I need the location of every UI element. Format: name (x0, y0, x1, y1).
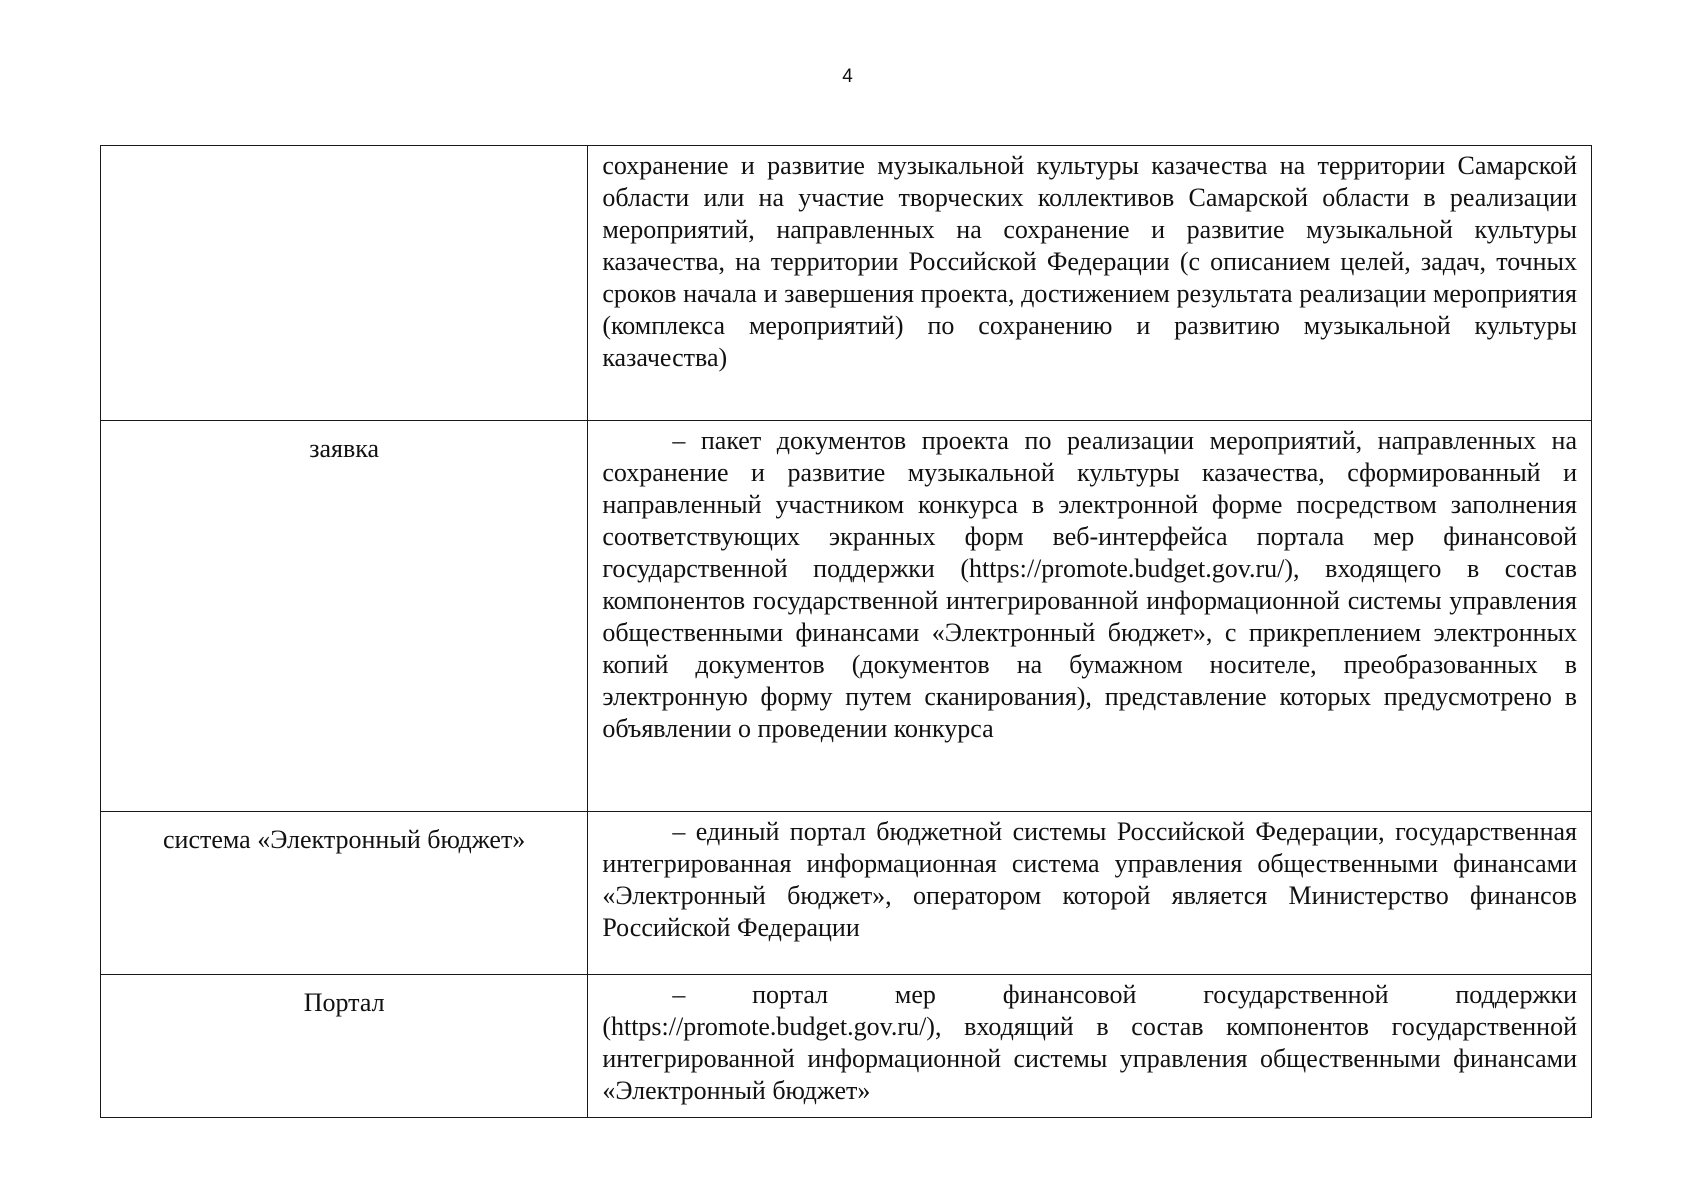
table-row (101, 421, 1592, 812)
table-row (101, 146, 1592, 421)
table-row (101, 812, 1592, 975)
definition-cell: – портал мер финансовой государственной поддержки (https://promote.budget.gov.ru/), входящий в состав компонентов государственной интегрированной информационной системы управления общественными финансами «Электронный бюджет» (588, 975, 1592, 1118)
definition-cell: – единый портал бюджетной системы Российской Федерации, государственная интегрированная информационная система управления общественными финансами «Электронный бюджет», оператором которой является Министерство финансов Российской Федерации (588, 812, 1592, 975)
term-cell (101, 146, 588, 421)
definitions-table (100, 145, 1592, 1118)
definition-cell: сохранение и развитие музыкальной культуры казачества на территории Самарской области или на участие творческих коллективов Самарской области в реализации мероприятий, направленных на сохранение и развитие музыкальной культуры казачества, на территории Российской Федерации (с описанием целей, задач, точных сроков начала и завершения проекта, достижением результата реализации мероприятия (комплекса мероприятий) по сохранению и развитию музыкальной культуры казачества) (588, 146, 1592, 421)
term-cell: Портал (101, 975, 588, 1118)
page-number: 4 (842, 66, 853, 87)
term-cell: заявка (101, 421, 588, 812)
term-cell: система «Электронный бюджет» (101, 812, 588, 975)
table-row (101, 975, 1592, 1118)
definition-cell: – пакет документов проекта по реализации мероприятий, направленных на сохранение и развитие музыкальной культуры казачества, сформированный и направленный участником конкурса в электронной форме посредством заполнения соответствующих экранных форм веб-интерфейса портала мер финансовой государственной поддержки (https://promote.budget.gov.ru/), входящего в состав компонентов государственной интегрированной информационной системы управления общественными финансами «Электронный бюджет», с прикреплением электронных копий документов (документов на бумажном носителе, преобразованных в электронную форму путем сканирования), представление которых предусмотрено в объявлении о проведении конкурса (588, 421, 1592, 812)
